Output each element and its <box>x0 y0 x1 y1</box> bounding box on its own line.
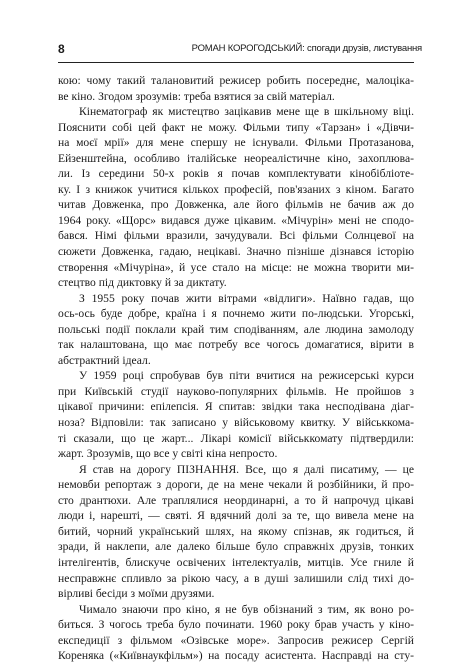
text-line: Пояснити собі цей факт не можу. Фільми типу «Тарзан» і «Дівчи- <box>58 120 414 134</box>
text-line: інтелігентів, блискуче освічених інтелектуалів, митців. Усе гниле й <box>58 555 414 569</box>
text-line: бався. Німі фільми вразили, зачудували. Всі фільми Солнцевої на <box>58 229 414 243</box>
text-line: ве кіно. Згодом зрозумів: треба взятися за свій матеріал. <box>58 89 335 103</box>
text-line: при Київській студії науково-популярних фільмів. Не пройшов з <box>58 384 414 398</box>
text-line: ли. Із середини 50-х років я почав комплектувати кінобібліоте- <box>58 167 414 181</box>
text-line: Кореняка («Київнаукфільм») на посаду асистента. Насправді на сту- <box>58 649 414 663</box>
text-line: експедиції з фільмом «Озівське море». Запросив режисер Сергій <box>58 633 414 647</box>
text-line: створення «Мічуріна», й усе стало на місце: не можна творити ми- <box>58 260 414 274</box>
text-line: жарт. Зрозумів, що все у світі кіна непросто. <box>58 447 278 461</box>
text-line: стецтво під диктовку й за диктату. <box>58 276 227 290</box>
text-line: Кінематограф як мистецтво зацікавив мене ще в шкільному віці. <box>79 105 414 119</box>
text-line: так налаштована, що має потребу все чогось домагатися, вірити в <box>58 338 414 352</box>
text-line: люди і, нарешті, — святі. Я вдячний долі за те, що вивела мене на <box>58 509 414 523</box>
text-line: биться. З чогось треба було починати. 1960 року брав участь у кіно- <box>58 618 414 632</box>
text-line: ось-ось буде добре, країна і я почнемо жити по-людськи. Угорські, <box>58 307 414 321</box>
text-line: Чимало знаючи про кіно, я не був обізнаний з тим, як воно ро- <box>79 602 414 616</box>
text-line: битий, чорний український шлях, на якому спізнав, як годиться, й <box>58 524 414 538</box>
page-number: 8 <box>58 42 65 56</box>
text-line: Я став на дорогу ПІЗНАННЯ. Все, що я далі писатиму, — це <box>79 462 414 476</box>
text-line: сто дрантюхи. Але траплялися неординарні, а то й напрочуд цікаві <box>58 493 414 507</box>
text-line: кою: чому такий талановитий режисер робить посереднє, малоцікa- <box>58 74 414 87</box>
text-line: У 1959 році спробував був піти вчитися на режисерські курси <box>79 369 414 383</box>
text-line: абстрактний ідеал. <box>58 353 151 367</box>
text-line: Ейзенштейна, особливо італійське неореалістичне кіно, захоплюва- <box>58 151 414 165</box>
text-line: вірливі бесіди з моїми друзями. <box>58 587 215 601</box>
header-rule <box>58 62 414 63</box>
text-line: цікавої причини: епілепсія. Я спитав: звідки така несподівана діаг- <box>58 400 414 414</box>
text-line: ноза? Відповіли: так записано у військовому квитку. У військкома- <box>58 416 414 430</box>
text-line: ку. І з книжок учитися кількох професій, пов'язаних з кіном. Багато <box>58 182 414 196</box>
body-text <box>58 73 414 664</box>
text-line: несправжнє спливло за рікою часу, а в душі залишили слід тихі до- <box>58 571 414 585</box>
text-line: на моєї мрії» для мене спершу не існували. Фільми Протазанова, <box>58 136 414 150</box>
text-line: З 1955 року почав жити вітрами «відлиги». Наївно гадав, що <box>79 291 414 305</box>
text-line: ті сказали, що це жарт... Лікарі комісії військкомату підтвердили: <box>58 431 414 445</box>
text-line: 1964 року. «Щорс» видався дуже цікавим. «Мічурін» мені не сподо- <box>58 213 414 227</box>
running-head <box>58 41 422 57</box>
text-line: сюжети Довженка, гадаю, нецікаві. Значно пізніше дізнався історію <box>58 245 414 259</box>
text-line: зради, й наклепи, але далеко більше було справжніх друзів, тонких <box>58 540 414 554</box>
text-line: польські події поклали край тим сподіванням, але людина замолоду <box>58 322 414 336</box>
text-line: немовби репортаж з дороги, де на мене чекали й розбійники, й про- <box>58 478 414 492</box>
running-title: РОМАН КОРОГОДСЬКИЙ: спогади друзів, листування <box>191 43 422 54</box>
text-line: читав Довженка, про Довженка, але його фільмів не бачив аж до <box>58 198 414 212</box>
